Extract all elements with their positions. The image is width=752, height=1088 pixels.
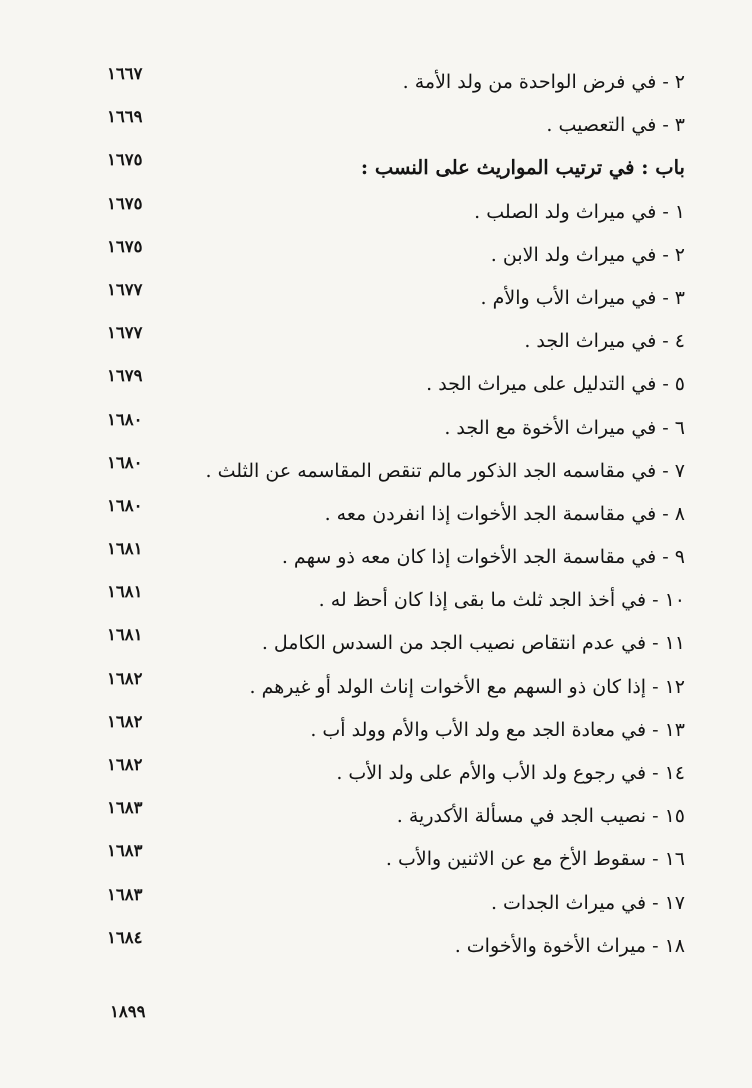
toc-entry: [95, 321, 685, 364]
toc-entry: [95, 278, 685, 321]
toc-entry-title: ١٠ - في أخذ الجد ثلث ما بقى إذا كان أحظ له .: [318, 589, 685, 612]
toc-entry-title: ٣ - في التعصيب .: [546, 114, 685, 137]
toc-entry-title: ٩ - في مقاسمة الجد الأخوات إذا كان معه ذو سهم .: [281, 546, 685, 569]
toc-entry: [95, 62, 685, 105]
toc-entry: [95, 753, 685, 796]
toc-entry: [95, 364, 685, 407]
toc-entry: [95, 537, 685, 580]
toc-entry: [95, 839, 685, 882]
toc-page-number: ١٦٨١: [107, 625, 143, 645]
toc-page-number: ١٦٨٣: [107, 884, 143, 904]
toc-page-number: ١٦٧٧: [107, 323, 143, 343]
toc-page-number: ١٦٨٠: [107, 495, 143, 515]
toc-page-number: ١٦٨٤: [107, 927, 143, 947]
toc-entry-title: ٢ - في ميراث ولد الابن .: [490, 243, 685, 266]
toc-page-number: ١٦٧٧: [107, 279, 143, 299]
toc-page-number: ١٦٧٥: [107, 193, 143, 213]
toc-page-number: ١٦٧٩: [107, 366, 143, 386]
toc-page-number: ١٦٧٥: [107, 236, 143, 256]
toc-page-number: ١٦٨٢: [107, 755, 143, 774]
toc-entry: [95, 192, 685, 235]
toc-page-number: ١٦٨١: [107, 539, 143, 559]
toc-entry-title: ١١ - في عدم انتقاص نصيب الجد من السدس الكامل .: [261, 632, 685, 655]
toc-page-number: ١٦٨٠: [107, 409, 143, 429]
toc-entry: [95, 451, 685, 494]
toc-entry-title: ٣ - في ميراث الأب والأم .: [480, 286, 685, 309]
toc-entry-title: ١٢ - إذا كان ذو السهم مع الأخوات إناث الولد أو غيرهم .: [249, 675, 685, 698]
toc-section-heading: باب : في ترتيب المواريث على النسب :: [360, 156, 685, 180]
toc-entry-title: ٦ - في ميراث الأخوة مع الجد .: [444, 416, 685, 439]
toc-page-number: ١٦٦٩: [107, 107, 143, 127]
toc-page-number: ١٦٨٠: [107, 452, 143, 472]
toc-entry-title: ٥ - في التدليل على ميراث الجد .: [426, 373, 685, 396]
toc-page-number: ١٦٨٢: [107, 668, 143, 688]
toc-entry-title: ١٥ - نصيب الجد في مسألة الأكدرية .: [396, 805, 685, 828]
toc-page-number: ١٦٨٢: [107, 711, 143, 731]
toc-entry-title: ١٧ - في ميراث الجدات .: [490, 891, 685, 914]
toc-entry-title: ١ - في ميراث ولد الصلب .: [474, 200, 685, 223]
toc-page-number: ١٦٨٣: [107, 841, 143, 861]
toc-entry: [95, 105, 685, 148]
toc-entry: [95, 926, 685, 969]
toc-entry-title: ٤ - في ميراث الجد .: [524, 330, 685, 353]
toc-entry-title: ١٦ - سقوط الأخ مع عن الاثنين والأب .: [385, 848, 685, 871]
toc-page-number: ١٦٨٣: [107, 798, 143, 818]
folio-page-number: ١٨٩٩: [110, 1002, 146, 1021]
toc-entry: [95, 623, 685, 666]
toc-entry: [95, 710, 685, 753]
toc-entry-title: ١٨ - ميراث الأخوة والأخوات .: [454, 934, 685, 957]
toc-page-number: ١٦٦٧: [107, 64, 143, 83]
toc-entry-title: ٨ - في مقاسمة الجد الأخوات إذا انفردن معه .: [324, 502, 685, 525]
toc-entry-title: ٧ - في مقاسمه الجد الذكور مالم تنقص المقاسمه عن الثلث .: [205, 459, 685, 482]
toc-entry: [95, 408, 685, 451]
toc-page-number: ١٦٨١: [107, 582, 143, 602]
toc-entry: [95, 148, 685, 191]
toc-entry-title: ١٤ - في رجوع ولد الأب والأم على ولد الأب .: [336, 762, 685, 784]
toc-entry: [95, 235, 685, 278]
toc-page-number: ١٦٧٥: [107, 150, 143, 170]
toc-entry-title: ١٣ - في معادة الجد مع ولد الأب والأم وولد أب .: [310, 718, 685, 741]
toc-entry: [95, 580, 685, 623]
toc-entry: [95, 883, 685, 926]
toc-entry: [95, 796, 685, 839]
toc-entry: [95, 667, 685, 710]
toc-entry: [95, 494, 685, 537]
table-of-contents: [95, 62, 685, 969]
toc-entry-title: ٢ - في فرض الواحدة من ولد الأمة .: [402, 71, 685, 93]
